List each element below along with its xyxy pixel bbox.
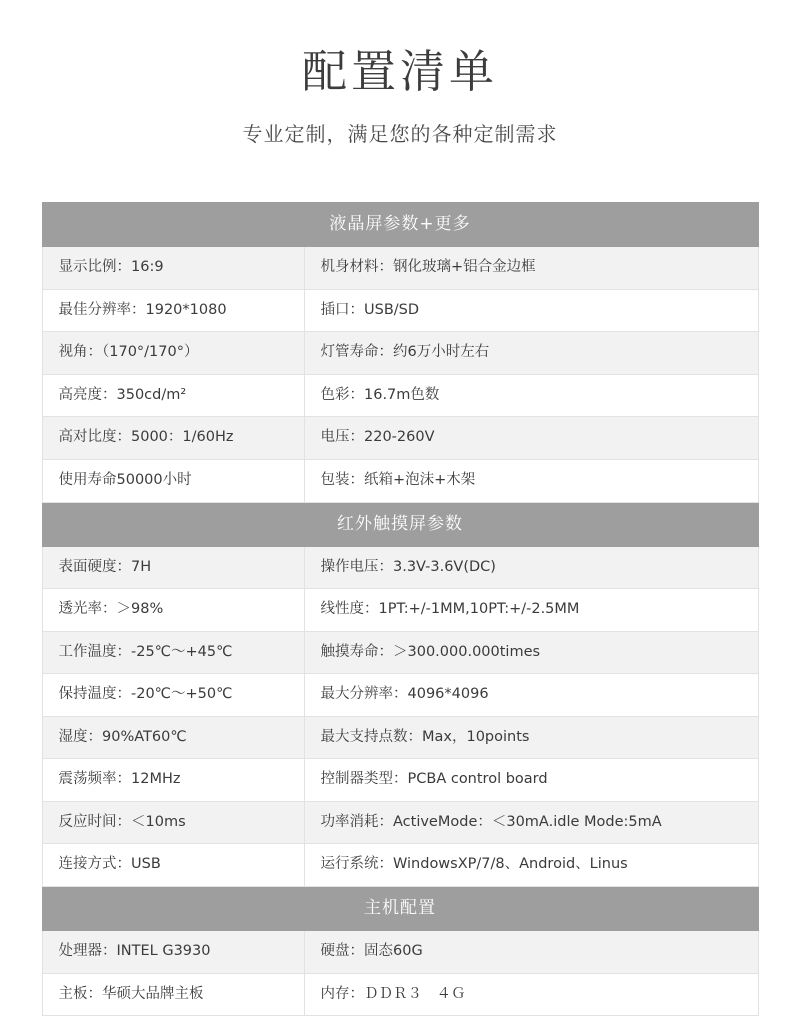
table-row <box>42 247 758 290</box>
table-row <box>42 460 758 503</box>
spec-cell: 机身材料：钢化玻璃+铝合金边框 <box>304 247 758 290</box>
spec-cell: 透光率：＞98% <box>42 589 304 632</box>
table-row <box>42 332 758 375</box>
spec-cell: 灯管寿命：约6万小时左右 <box>304 332 758 375</box>
spec-cell: 电压：220-260V <box>304 417 758 460</box>
table-row <box>42 374 758 417</box>
spec-cell: 高对比度：5000：1/60Hz <box>42 417 304 460</box>
spec-cell: 色彩：16.7m色数 <box>304 374 758 417</box>
spec-cell: 主板：华硕大品牌主板 <box>42 973 304 1016</box>
table-row <box>42 716 758 759</box>
table-row <box>42 417 758 460</box>
spec-cell: 最佳分辨率：1920*1080 <box>42 289 304 332</box>
section-title: 红外触摸屏参数 <box>42 502 758 546</box>
spec-cell: 表面硬度：7H <box>42 546 304 589</box>
spec-cell: 视角：（170°/170°） <box>42 332 304 375</box>
page-header <box>0 0 800 147</box>
table-row <box>42 546 758 589</box>
spec-cell: 功率消耗：ActiveMode：＜30mA.idle Mode:5mA <box>304 801 758 844</box>
section-header-lcd <box>42 203 758 247</box>
spec-cell: 插口：USB/SD <box>304 289 758 332</box>
spec-cell: 连接方式：USB <box>42 844 304 887</box>
spec-cell: 保持温度：-20℃～+50℃ <box>42 674 304 717</box>
table-row <box>42 631 758 674</box>
spec-cell: 线性度：1PT:+/-1MM,10PT:+/-2.5MM <box>304 589 758 632</box>
spec-cell: 包装：纸箱+泡沫+木架 <box>304 460 758 503</box>
spec-cell: 硬盘：固态60G <box>304 930 758 973</box>
specification-table <box>42 202 759 1016</box>
spec-cell: 使用寿命50000小时 <box>42 460 304 503</box>
spec-cell: 操作电压：3.3V-3.6V(DC) <box>304 546 758 589</box>
table-row <box>42 289 758 332</box>
table-row <box>42 759 758 802</box>
spec-cell: 内存：ＤＤＲ３ ４Ｇ <box>304 973 758 1016</box>
table-row <box>42 801 758 844</box>
spec-cell: 触摸寿命：＞300.000.000times <box>304 631 758 674</box>
page-title: 配置清单 <box>301 45 498 98</box>
table-row <box>42 589 758 632</box>
spec-cell: 最大支持点数：Max，10points <box>304 716 758 759</box>
table-row <box>42 930 758 973</box>
section-title: 液晶屏参数+更多 <box>42 203 758 247</box>
spec-cell: 高亮度：350cd/m² <box>42 374 304 417</box>
table-row <box>42 844 758 887</box>
spec-cell: 最大分辨率：4096*4096 <box>304 674 758 717</box>
spec-cell: 湿度：90%AT60℃ <box>42 716 304 759</box>
spec-cell: 反应时间：＜10ms <box>42 801 304 844</box>
spec-cell: 运行系统：WindowsXP/7/8、Android、Linus <box>304 844 758 887</box>
table-row <box>42 674 758 717</box>
spec-cell: 工作温度：-25℃～+45℃ <box>42 631 304 674</box>
section-header-host <box>42 887 758 931</box>
spec-cell: 显示比例：16:9 <box>42 247 304 290</box>
section-title: 主机配置 <box>42 887 758 931</box>
spec-cell: 控制器类型：PCBA control board <box>304 759 758 802</box>
spec-cell: 震荡频率：12MHz <box>42 759 304 802</box>
page-subtitle: 专业定制，满足您的各种定制需求 <box>242 122 558 147</box>
spec-cell: 处理器：INTEL G3930 <box>42 930 304 973</box>
section-header-touch <box>42 502 758 546</box>
table-row <box>42 973 758 1016</box>
